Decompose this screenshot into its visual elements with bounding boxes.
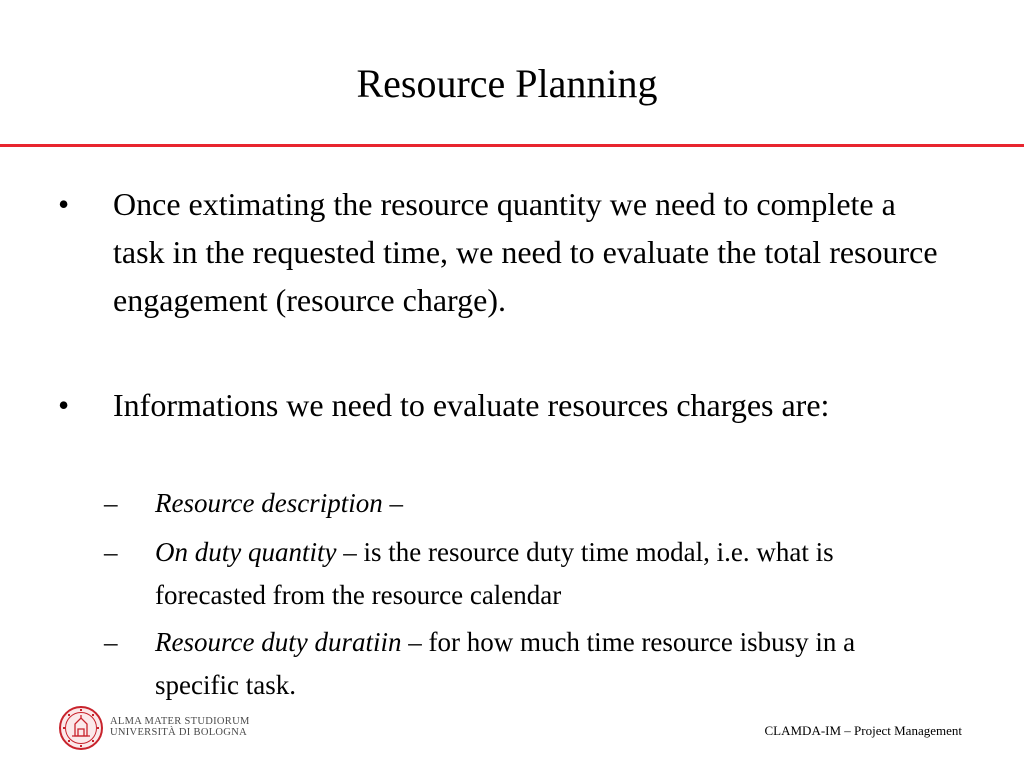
sub-bullet-marker: –	[104, 537, 118, 567]
slide-title: Resource Planning	[356, 61, 658, 106]
sub-bullet-description: – for how much time resource isbusy in a specific task.	[155, 627, 856, 700]
sub-bullet-term: Resource description	[155, 488, 383, 518]
sub-bullet-text	[155, 621, 945, 707]
sub-bullet-term: On duty quantity	[155, 537, 337, 567]
bullet-text: Informations we need to evaluate resources charges are:	[113, 387, 830, 423]
bullet-marker: •	[58, 387, 70, 423]
university-seal-icon	[58, 703, 104, 753]
sub-bullet-text	[155, 482, 945, 525]
sub-bullet-description: – is the resource duty time modal, i.e. what is forecasted from the resource calendar	[155, 537, 834, 610]
bullet-text: Once extimating the resource quantity we need to complete a task in the requested time, we need to evaluate the total resource engagement (resource charge).	[113, 186, 938, 318]
logo-wordmark	[110, 716, 250, 738]
sub-bullet-marker: –	[104, 488, 118, 518]
sub-bullet-term: Resource duty duratiin	[155, 627, 402, 657]
footer-text: CLAMDA-IM – Project Management	[764, 723, 962, 738]
logo-line-2: UNIVERSITÀ DI BOLOGNA	[110, 727, 247, 738]
title-divider	[0, 144, 1024, 147]
bullet-marker: •	[58, 186, 70, 222]
sub-bullet-description: –	[382, 488, 403, 518]
sub-bullet-marker: –	[104, 627, 118, 657]
sub-bullet-text	[155, 531, 945, 617]
university-logo	[58, 703, 258, 753]
logo-line-1: ALMA MATER STUDIORUM	[110, 716, 250, 727]
